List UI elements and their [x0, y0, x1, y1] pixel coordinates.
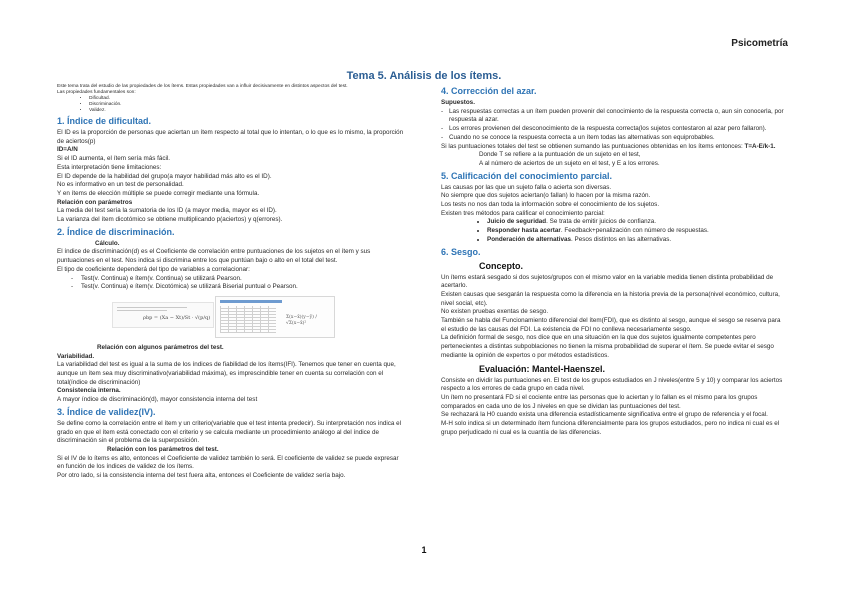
method-name: Juicio de seguridad: [487, 218, 547, 226]
paragraph: M-H solo indica si un determinado ítem funciona diferencialmente para los grupos estudiados, pero no indica ni cual es el grupo perjudicado ni cual es la cuantía de las diferencias.: [441, 420, 780, 436]
methods-list: [441, 218, 787, 244]
right-column: [441, 84, 787, 438]
section-heading-1: 1. Índice de dificultad.: [57, 116, 152, 126]
paragraph: No existen pruebas exentas de sesgo.: [441, 308, 549, 316]
paragraph: Si el IV de lo ítems es alto, entonces el Coeficiente de validez también lo será. El coeficiente de validez se puede expresar en función de los índices de validez de los ítems.: [57, 454, 399, 471]
paragraph: No es informativo en un test de personalidad.: [57, 181, 184, 189]
paragraph: Y en ítems de elección múltiple se puede corregir mediante una fórmula.: [57, 189, 260, 197]
list-item: • Validez.: [89, 108, 407, 114]
coefficient-list: [57, 275, 407, 292]
subheading: Concepto.: [479, 260, 523, 271]
paragraph: No siempre que dos sujetos aciertan(o fallan) lo hacen por la misma razón.: [441, 192, 651, 200]
paragraph: A mayor índice de discriminación(d), mayor consistencia interna del test: [57, 396, 258, 404]
paragraph: A al número de aciertos de un sujeto en el test, y E a los errores.: [479, 159, 660, 167]
paragraph: El ID es la proporción de personas que aciertan un ítem respecto al total que lo intentan, o lo que es lo mismo, la proporción de aciertos(p): [57, 129, 404, 145]
paragraph: La varianza del ítem dicotómico se obtiene multiplicando p(aciertos) y q(errores).: [57, 216, 283, 224]
document-title: Tema 5. Análisis de los ítems.: [346, 70, 502, 82]
formula: T=A-E/k-1.: [744, 142, 776, 150]
subheading: Evaluación: Mantel-Haenszel.: [479, 363, 606, 374]
page-number: 1: [421, 545, 427, 555]
paragraph: Se rechazará la H0 cuando exista una diferencia estadísticamente significativa entre el grupo de referencia y el focal.: [441, 411, 768, 419]
paragraph: Esta interpretación tiene limitaciones:: [57, 163, 162, 171]
paragraph: Un ítem no presentará FD si el cociente entre las personas que lo aciertan y lo fallan es el mismo para los grupos comparados en cada uno de los J niveles en que se dividan las puntuaciones del test.: [441, 393, 758, 410]
list-item: - Los errores provienen del desconocimiento de la respuesta correcta(los sujetos contestaron al azar pero fallaron).: [449, 125, 787, 134]
paragraph: Se define como la correlación entre el ítem y un criterio(variable que el test intenta predecir). Su interpretación nos indica el grado en que el ítem está conectado con el criterio y se calcula mediante un procedimiento análogo al del índice de discriminación sin el problema de la superposición.: [57, 419, 402, 445]
section-heading-6: 6. Sesgo.: [441, 246, 481, 257]
list-item: [487, 236, 787, 245]
list-item: [487, 227, 787, 236]
formula: ID=A/N: [57, 146, 78, 154]
paragraph: Si el ID aumenta, el ítem sería más fácil.: [57, 155, 171, 163]
paragraph: Las causas por las que un sujeto falla o acierta son diversas.: [441, 183, 612, 191]
paragraph: También se habla del Funcionamiento diferencial del ítem(FDI), que es distinto al sesgo, aunque el sesgo se reserva para el estudio de las causas del FDI. La existencia de FDI no conlleva necesariamente sesgo.: [441, 317, 781, 333]
list-item: • Discriminación.: [89, 102, 407, 108]
subheading: Supuestos.: [441, 99, 475, 106]
paragraph-text: Si las puntuaciones totales del test se obtienen sumando las puntuaciones obtenidas en los ítems entonces:: [441, 142, 743, 150]
paragraph: El tipo de coeficiente dependerá del tipo de variables a correlacionar:: [57, 265, 250, 273]
formula-text: ρbp = (Xa − Xt)/St · √(p/q): [143, 314, 211, 321]
subheading: Cálculo.: [95, 239, 120, 247]
paragraph: La variabilidad del test es igual a la suma de los índices de fiabilidad de los ítems(IFI). Tenemos que tener en cuenta que, aunque un ítem sea muy discriminativo(variabilidad máxima), es imprescindible tener en cuenta su correlación con el total(índice de discriminación): [57, 361, 396, 386]
paragraph: Los tests no nos dan toda la información sobre el conocimiento de los sujetos.: [441, 201, 660, 209]
paragraph: Consiste en dividir las puntuaciones en. El test de los grupos estudiados en J niveles(entre 5 y 10) y comparar los aciertos respecto a los errores de cada grupo en cada nivel.: [441, 376, 783, 393]
section-heading-2: 2. Índice de discriminación.: [57, 226, 175, 237]
table-image: [215, 296, 335, 338]
list-item: - Test(v. Continua) e ítem(v. Continua) se utilizará Pearson.: [81, 275, 407, 284]
paragraph: El índice de discriminación(d) es el Coeficiente de correlación entre puntuaciones de los sujetos en el ítem y sus puntuaciones en el test. Nos indica si discrimina entre los que puntúan bajo o alto en el total del test.: [57, 248, 371, 265]
paragraph: El ID depende de la habilidad del grupo(a mayor habilidad más alto es el ID).: [57, 172, 272, 180]
paragraph: La media del test sería la sumatoria de los ID (a mayor media, mayor es el ID).: [57, 207, 277, 215]
method-desc: . Se trata de emitir juicios de confianza.: [546, 218, 657, 226]
subheading: Variabilidad.: [57, 352, 95, 360]
intro-text: Este tema trata del estudio de las propiedades de los ítems. Estas propiedades van a influir decisivamente en distintos aspectos del test.: [57, 84, 348, 89]
subheading: Relación con parámetros: [57, 198, 133, 206]
subheading: Relación con algunos parámetros del test.: [97, 343, 224, 351]
list-item: • Dificultad.: [89, 96, 407, 102]
list-item: - Cuando no se conoce la respuesta correcta a un ítem todas las alternativas son equiprobables.: [449, 134, 787, 143]
subheading: Relación con los parámetros del test.: [107, 445, 219, 453]
paragraph: [441, 143, 787, 152]
document-header: Psicometría: [731, 38, 788, 49]
paragraph: Donde T se refiere a la puntuación de un sujeto en el test,: [479, 151, 641, 159]
paragraph: La definición formal de sesgo, nos dice que en una situación en la que dos sujetos igualmente competentes pero pertenecientes a distintas subpoblaciones no tienen la misma probabilidad de superar el ítem. Se puede evitar el sesgo mediante la opinión de expertos o por métodos estadísticos.: [441, 334, 774, 359]
method-desc: . Feedback+penalización con número de respuestas.: [560, 227, 709, 235]
formula-text: Σ(x−x̄)(y−ȳ) / √Σ(x−x̄)²: [286, 314, 317, 326]
method-desc: . Pesos distintos en las alternativas.: [571, 235, 672, 243]
paragraph: Por otro lado, si la consistencia interna del test fuera alta, entonces el Coeficiente de validez sería bajo.: [57, 472, 346, 480]
list-item: [487, 218, 787, 227]
method-name: Ponderación de alternativas: [487, 235, 571, 243]
section-heading-5: 5. Calificación del conocimiento parcial.: [441, 170, 613, 181]
intro-text-2: Las propiedades fundamentales son:: [57, 90, 136, 95]
paragraph: Existen causas que sesgarán la respuesta como la diferencia en la historia previa de la persona(nivel económico, cultura, nivel social, etc).: [441, 290, 780, 307]
formula-image: [112, 302, 214, 328]
properties-list: [57, 96, 407, 114]
assumptions-list: [441, 108, 787, 143]
paragraph: Existen tres métodos para calificar el conocimiento parcial:: [441, 209, 605, 217]
section-heading-4: 4. Corrección del azar.: [441, 86, 537, 96]
left-column: [57, 84, 407, 481]
list-item: - Las respuestas correctas a un ítem pueden provenir del conocimiento de la respuesta correcta o, aun sin conocerla, por respuesta al azar.: [449, 108, 787, 125]
section-heading-3: 3. Índice de validez(IV).: [57, 406, 156, 417]
method-name: Responder hasta acertar: [487, 227, 561, 235]
list-item: - Test(v. Continua) e ítem(v. Dicotómica) se utilizará Biserial puntual o Pearson.: [81, 283, 407, 292]
subheading: Consistencia interna.: [57, 387, 121, 395]
formula-figures: [57, 296, 407, 340]
paragraph: Un ítems estará sesgado si dos sujetos/grupos con el mismo valor en la variable medida tienen distinta probabilidad de acertarlo.: [441, 273, 774, 290]
